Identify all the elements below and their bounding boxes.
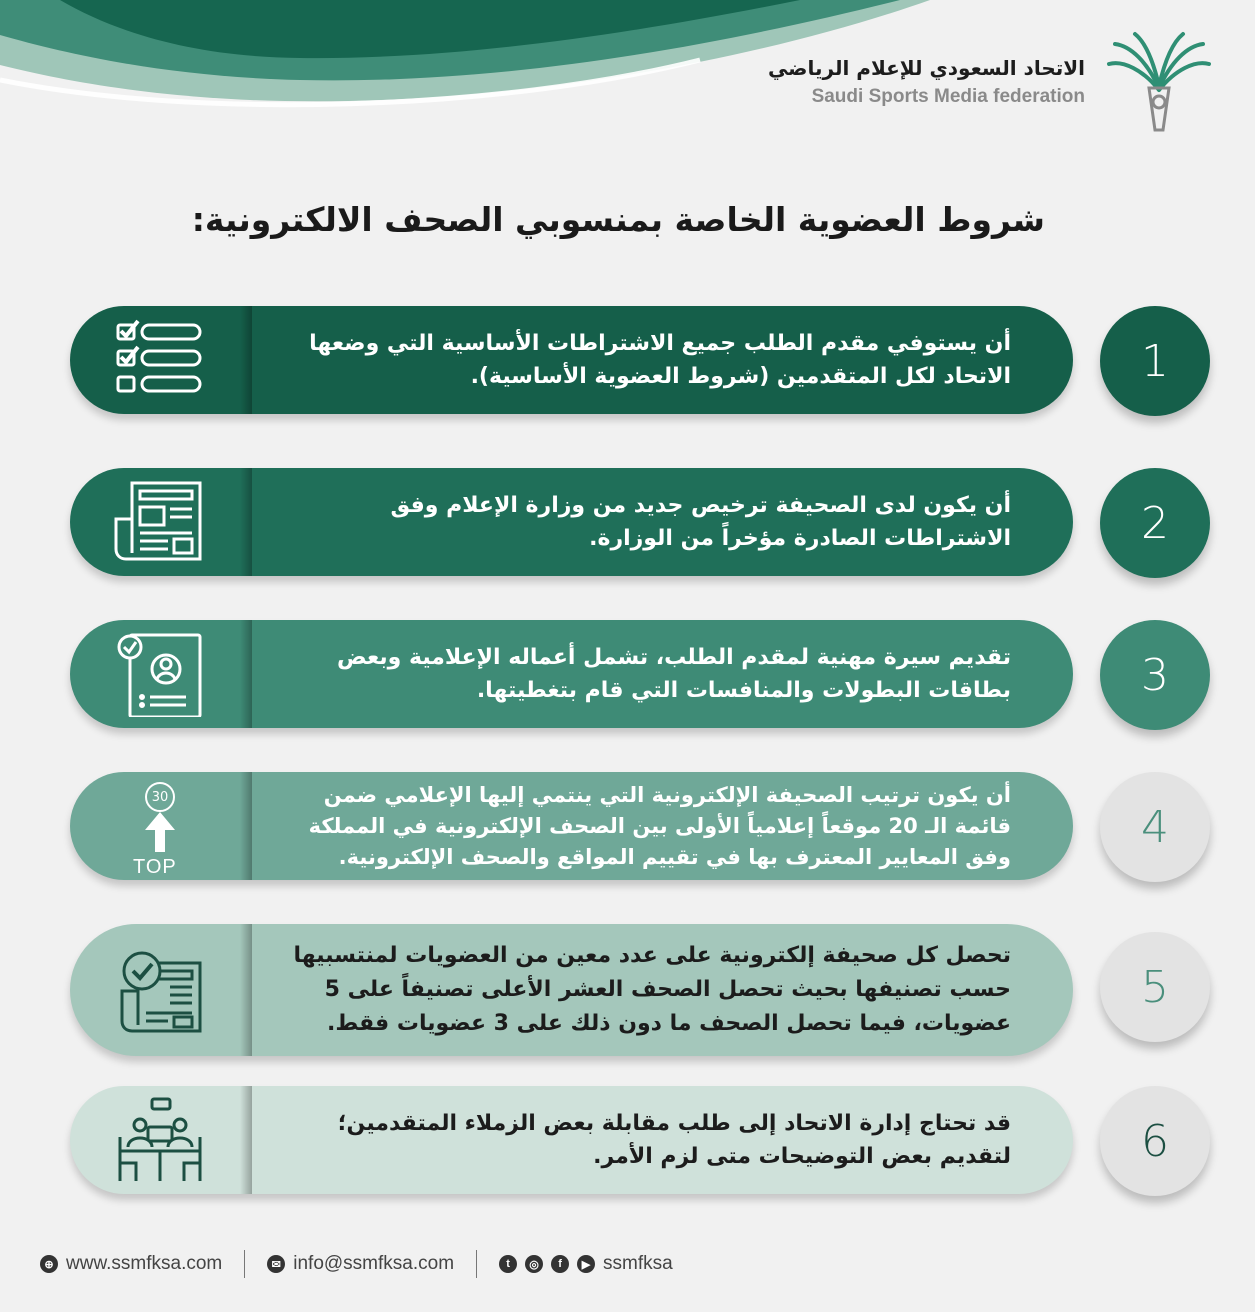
- footer-divider: [476, 1250, 477, 1278]
- social-handle[interactable]: ssmfksa: [603, 1253, 673, 1274]
- up-arrow-icon: [145, 812, 175, 852]
- condition-pill: [70, 620, 1073, 728]
- condition-text: تحصل كل صحيفة إلكترونية على عدد معين من العضويات لمنتسبيها حسب تصنيفها بحيث تحصل الصحف العشر الأعلى تصنيفاً على 5 عضويات، فيما تحصل الصحف ما دون ذلك على 3 عضويات فقط.: [293, 943, 1011, 1036]
- page-title: شروط العضوية الخاصة بمنسوبي الصحف الالكترونية:: [191, 200, 1045, 239]
- footer-email[interactable]: [267, 1253, 454, 1275]
- condition-number: 1: [1100, 306, 1210, 416]
- pill-divider: [240, 468, 252, 576]
- condition-pill: [70, 468, 1073, 576]
- condition-item: [70, 620, 1210, 732]
- youtube-icon[interactable]: ▶: [577, 1255, 595, 1273]
- condition-number: 2: [1100, 468, 1210, 578]
- condition-icon-area: [70, 1086, 250, 1194]
- email-link[interactable]: info@ssmfksa.com: [293, 1253, 455, 1274]
- pill-divider: [240, 620, 252, 728]
- condition-text: أن يكون ترتيب الصحيفة الإلكترونية التي ينتمي إليها الإعلامي ضمن قائمة الـ 20 موقعاً إعلامياً الأولى بين الصحف الإلكترونية في المملكة وفق المعايير المعترف بها في تقييم المواقع والصحف الإلكترونية.: [308, 782, 1011, 869]
- org-name-en: Saudi Sports Media federation: [811, 86, 1085, 107]
- condition-icon-area: [70, 306, 250, 414]
- condition-icon-area: [70, 468, 250, 576]
- pill-divider: [240, 924, 252, 1056]
- condition-text: أن يستوفي مقدم الطلب جميع الاشتراطات الأساسية التي وضعها الاتحاد لكل المتقدمين (شروط العضوية الأساسية).: [309, 331, 1011, 389]
- pill-divider: [240, 772, 252, 880]
- checklist-icon: [112, 317, 208, 403]
- footer-social[interactable]: [499, 1253, 673, 1275]
- instagram-icon[interactable]: ◎: [525, 1255, 543, 1273]
- top-label: TOP: [133, 856, 177, 878]
- brand-header: [768, 30, 1215, 134]
- top-30-number: 30: [145, 782, 175, 812]
- email-icon: ✉: [267, 1255, 285, 1273]
- footer-website[interactable]: [40, 1253, 222, 1275]
- condition-pill: [70, 1086, 1073, 1194]
- condition-item: [70, 468, 1210, 580]
- condition-text: أن يكون لدى الصحيفة ترخيص جديد من وزارة الإعلام وفق الاشتراطات الصادرة مؤخراً من الوزارة.: [390, 493, 1011, 551]
- condition-item: [70, 306, 1210, 418]
- condition-number: 4: [1100, 772, 1210, 882]
- condition-icon-area: [70, 772, 250, 880]
- twitter-icon[interactable]: t: [499, 1255, 517, 1273]
- condition-pill: [70, 772, 1073, 880]
- condition-pill: [70, 306, 1073, 414]
- top-30-icon: [125, 776, 195, 876]
- condition-icon-area: [70, 924, 250, 1056]
- verified-newspaper-icon: [112, 947, 208, 1033]
- condition-pill: [70, 924, 1073, 1056]
- org-name-ar: الاتحاد السعودي للإعلام الرياضي: [767, 56, 1085, 80]
- facebook-icon[interactable]: f: [551, 1255, 569, 1273]
- condition-text: قد تحتاج إدارة الاتحاد إلى طلب مقابلة بعض الزملاء المتقدمين؛ لتقديم بعض التوضيحات متى لزم الأمر.: [337, 1111, 1011, 1169]
- condition-icon-area: [70, 620, 250, 728]
- globe-icon: ⊕: [40, 1255, 58, 1273]
- condition-item: [70, 1086, 1210, 1198]
- condition-number: 6: [1100, 1086, 1210, 1196]
- condition-item: [70, 924, 1210, 1036]
- interview-icon: [112, 1097, 208, 1183]
- pill-divider: [240, 1086, 252, 1194]
- pill-divider: [240, 306, 252, 414]
- newspaper-icon: [112, 479, 208, 565]
- website-link[interactable]: www.ssmfksa.com: [66, 1253, 223, 1274]
- condition-text: تقديم سيرة مهنية لمقدم الطلب، تشمل أعماله الإعلامية وبعض بطاقات البطولات والمنافسات التي قام بتغطيتها.: [336, 645, 1011, 703]
- resume-icon: [112, 631, 208, 717]
- condition-item: [70, 772, 1210, 884]
- condition-number: 3: [1100, 620, 1210, 730]
- brand-text: [768, 56, 1085, 108]
- footer: [40, 1248, 673, 1280]
- federation-logo-icon: [1103, 30, 1215, 134]
- condition-number: 5: [1100, 932, 1210, 1042]
- footer-divider: [244, 1250, 245, 1278]
